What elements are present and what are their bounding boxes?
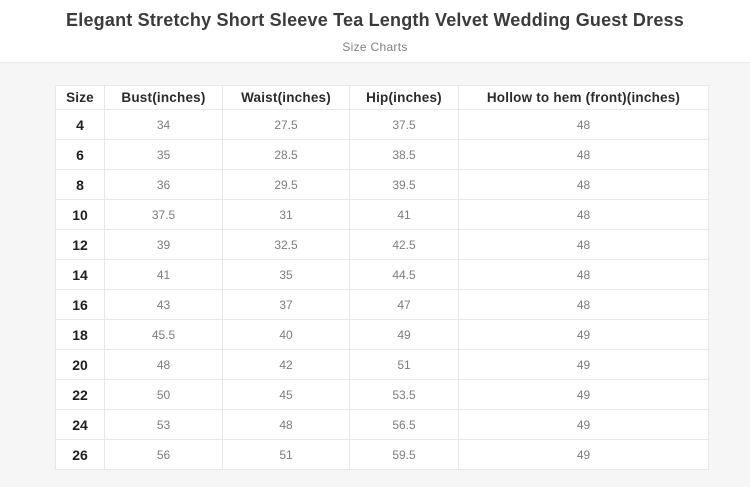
measurement-cell: 50: [105, 380, 223, 410]
measurement-cell: 56.5: [350, 410, 459, 440]
measurement-cell: 47: [350, 290, 459, 320]
size-cell: 12: [56, 230, 105, 260]
column-header-hip: Hip(inches): [350, 86, 459, 110]
measurement-cell: 32.5: [223, 230, 350, 260]
table-row: [56, 140, 709, 170]
column-header-bust: Bust(inches): [105, 86, 223, 110]
measurement-cell: 42.5: [350, 230, 459, 260]
measurement-cell: 43: [105, 290, 223, 320]
measurement-cell: 35: [105, 140, 223, 170]
table-row: [56, 350, 709, 380]
size-cell: 20: [56, 350, 105, 380]
table-row: [56, 320, 709, 350]
measurement-cell: 48: [459, 290, 709, 320]
size-cell: 4: [56, 110, 105, 140]
table-row: [56, 200, 709, 230]
table-row: [56, 110, 709, 140]
measurement-cell: 49: [459, 440, 709, 470]
measurement-cell: 44.5: [350, 260, 459, 290]
measurement-cell: 41: [350, 200, 459, 230]
size-cell: 14: [56, 260, 105, 290]
measurement-cell: 48: [105, 350, 223, 380]
size-chart-section: [0, 63, 750, 470]
measurement-cell: 29.5: [223, 170, 350, 200]
size-cell: 18: [56, 320, 105, 350]
size-cell: 6: [56, 140, 105, 170]
measurement-cell: 49: [350, 320, 459, 350]
size-cell: 16: [56, 290, 105, 320]
size-cell: 22: [56, 380, 105, 410]
measurement-cell: 36: [105, 170, 223, 200]
measurement-cell: 49: [459, 380, 709, 410]
measurement-cell: 39: [105, 230, 223, 260]
measurement-cell: 38.5: [350, 140, 459, 170]
measurement-cell: 35: [223, 260, 350, 290]
title-band: [0, 0, 750, 63]
measurement-cell: 37.5: [350, 110, 459, 140]
measurement-cell: 48: [459, 230, 709, 260]
page-title: Elegant Stretchy Short Sleeve Tea Length Velvet Wedding Guest Dress: [66, 10, 684, 30]
measurement-cell: 37: [223, 290, 350, 320]
table-row: [56, 260, 709, 290]
measurement-cell: 48: [459, 170, 709, 200]
table-body: [56, 110, 709, 470]
measurement-cell: 53.5: [350, 380, 459, 410]
measurement-cell: 48: [459, 200, 709, 230]
column-header-hollow-to-hem: Hollow to hem (front)(inches): [459, 86, 709, 110]
header-row: [56, 86, 709, 110]
measurement-cell: 45: [223, 380, 350, 410]
measurement-cell: 48: [459, 260, 709, 290]
column-header-waist: Waist(inches): [223, 86, 350, 110]
measurement-cell: 42: [223, 350, 350, 380]
table-row: [56, 410, 709, 440]
column-header-size: Size: [56, 86, 105, 110]
measurement-cell: 49: [459, 410, 709, 440]
measurement-cell: 51: [350, 350, 459, 380]
measurement-cell: 48: [223, 410, 350, 440]
measurement-cell: 56: [105, 440, 223, 470]
measurement-cell: 41: [105, 260, 223, 290]
table-row: [56, 380, 709, 410]
table-row: [56, 440, 709, 470]
measurement-cell: 51: [223, 440, 350, 470]
measurement-cell: 48: [459, 110, 709, 140]
measurement-cell: 59.5: [350, 440, 459, 470]
measurement-cell: 31: [223, 200, 350, 230]
measurement-cell: 53: [105, 410, 223, 440]
page-subtitle: Size Charts: [342, 40, 408, 54]
table-row: [56, 170, 709, 200]
measurement-cell: 49: [459, 320, 709, 350]
measurement-cell: 37.5: [105, 200, 223, 230]
measurement-cell: 49: [459, 350, 709, 380]
size-cell: 24: [56, 410, 105, 440]
size-chart-table: [55, 85, 709, 470]
size-cell: 10: [56, 200, 105, 230]
measurement-cell: 39.5: [350, 170, 459, 200]
size-cell: 8: [56, 170, 105, 200]
table-row: [56, 230, 709, 260]
measurement-cell: 48: [459, 140, 709, 170]
measurement-cell: 27.5: [223, 110, 350, 140]
measurement-cell: 28.5: [223, 140, 350, 170]
measurement-cell: 34: [105, 110, 223, 140]
measurement-cell: 45.5: [105, 320, 223, 350]
measurement-cell: 40: [223, 320, 350, 350]
size-cell: 26: [56, 440, 105, 470]
table-row: [56, 290, 709, 320]
